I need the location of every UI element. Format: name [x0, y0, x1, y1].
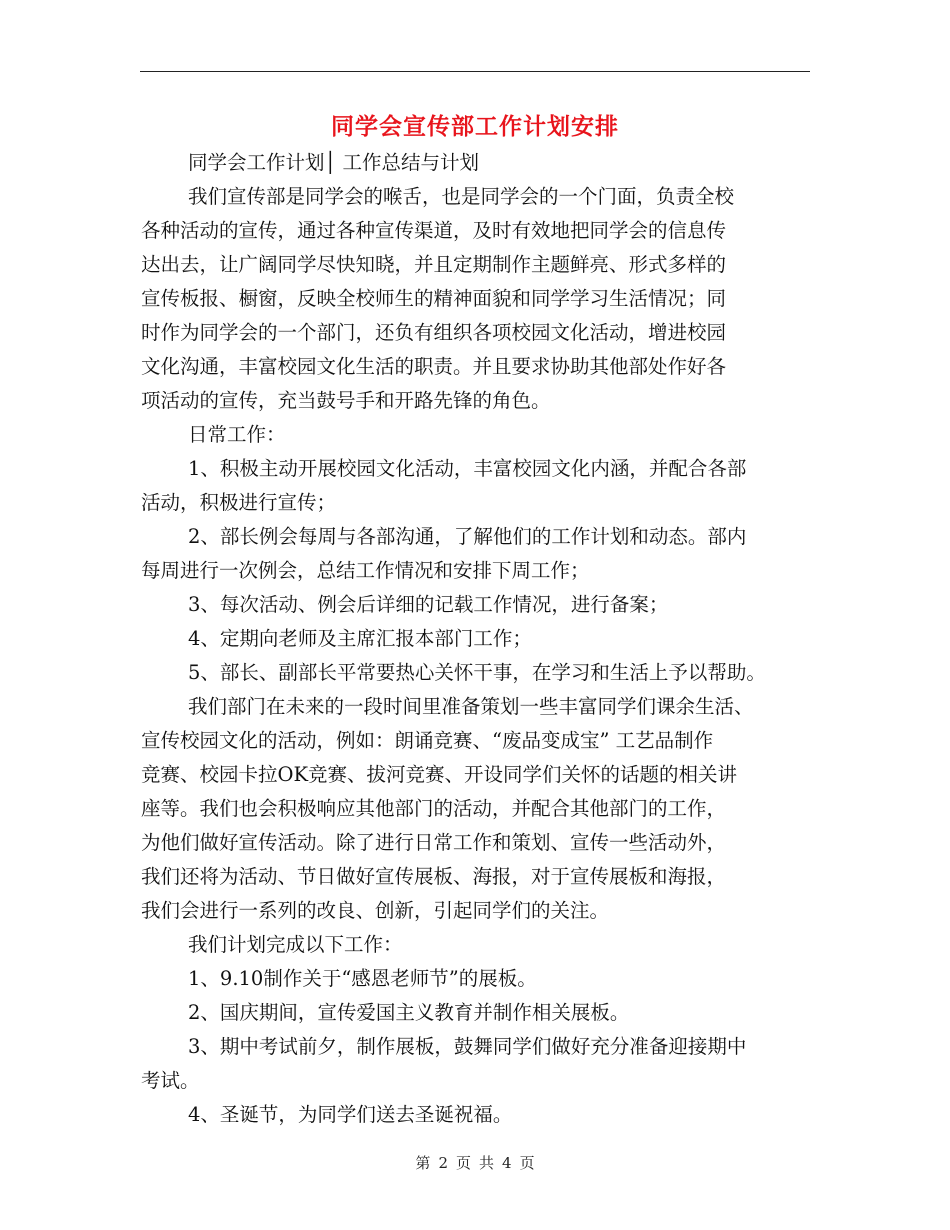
paragraph-line: 我们部门在未来的一段时间里准备策划一些丰富同学们课余生活、: [188, 695, 754, 718]
document-title: 同学会宣传部工作计划安排: [331, 113, 619, 140]
footer-prefix: 第: [415, 1154, 431, 1172]
footer-suffix: 页: [519, 1154, 535, 1172]
footer-total-prefix: 共: [479, 1154, 495, 1172]
paragraph-line: 我们宣传部是同学会的喉舌，也是同学会的一个门面，负责全校: [188, 185, 735, 208]
paragraph-line: 4、圣诞节，为同学们送去圣诞祝福。: [188, 1103, 513, 1126]
paragraph-line: 2、部长例会每周与各部沟通，了解他们的工作计划和动态。部内: [188, 525, 747, 548]
paragraph-line: 各种活动的宣传，通过各种宣传渠道，及时有效地把同学会的信息传: [141, 219, 727, 242]
paragraph-line: 每周进行一次例会，总结工作情况和安排下周工作；: [141, 559, 590, 582]
paragraph-line: 4、定期向老师及主席汇报本部门工作；: [188, 627, 532, 650]
paragraph-line: 为他们做好宣传活动。除了进行日常工作和策划、宣传一些活动外，: [141, 831, 727, 854]
paragraph-line: 1、9.10制作关于“感恩老师节”的展板。: [188, 967, 537, 990]
paragraph-line: 座等。我们也会积极响应其他部门的活动，并配合其他部门的工作，: [141, 797, 727, 820]
paragraph-line: 2、国庆期间，宣传爱国主义教育并制作相关展板。: [188, 1001, 630, 1024]
paragraph-line: 考试。: [141, 1069, 200, 1092]
paragraph-line: 宣传板报、橱窗，反映全校师生的精神面貌和同学学习生活情况；同: [141, 287, 727, 310]
paragraph-line: 文化沟通，丰富校园文化生活的职责。并且要求协助其他部处作好各: [141, 355, 727, 378]
header-rule: [140, 71, 810, 72]
paragraph-line: 3、每次活动、例会后详细的记载工作情况，进行备案；: [188, 593, 669, 616]
paragraph-line: 竞赛、校园卡拉OK竞赛、拔河竞赛、开设同学们关怀的话题的相关讲: [141, 763, 738, 786]
footer-current-page: 2: [438, 1154, 448, 1172]
paragraph-line: 时作为同学会的一个部门，还负有组织各项校园文化活动，增进校园: [141, 321, 727, 344]
document-body: [141, 146, 813, 1132]
paragraph-line: 5、部长、副部长平常要热心关怀干事，在学习和生活上予以帮助。: [188, 661, 766, 684]
paragraph-line: 我们还将为活动、节日做好宣传展板、海报，对于宣传展板和海报，: [141, 865, 727, 888]
page-footer: [0, 1152, 950, 1173]
paragraph-line: 宣传校园文化的活动，例如：朗诵竞赛、“废品变成宝” 工艺品制作: [141, 729, 714, 752]
paragraph-line: 活动，积极进行宣传；: [141, 491, 337, 514]
paragraph-line: 同学会工作计划│ 工作总结与计划: [188, 151, 479, 174]
paragraph-line: 我们会进行一系列的改良、创新，引起同学们的关注。: [141, 899, 610, 922]
paragraph-line: 项活动的宣传，充当鼓号手和开路先锋的角色。: [141, 389, 551, 412]
footer-total-pages: 4: [502, 1154, 512, 1172]
footer-page-word: 页: [455, 1154, 471, 1172]
paragraph-line: 我们计划完成以下工作：: [188, 933, 403, 956]
paragraph-line: 1、积极主动开展校园文化活动，丰富校园文化内涵，并配合各部: [188, 457, 747, 480]
paragraph-line: 日常工作：: [188, 423, 286, 446]
paragraph-line: 3、期中考试前夕，制作展板，鼓舞同学们做好充分准备迎接期中: [188, 1035, 747, 1058]
paragraph-line: 达出去，让广阔同学尽快知晓，并且定期制作主题鲜亮、形式多样的: [141, 253, 727, 276]
